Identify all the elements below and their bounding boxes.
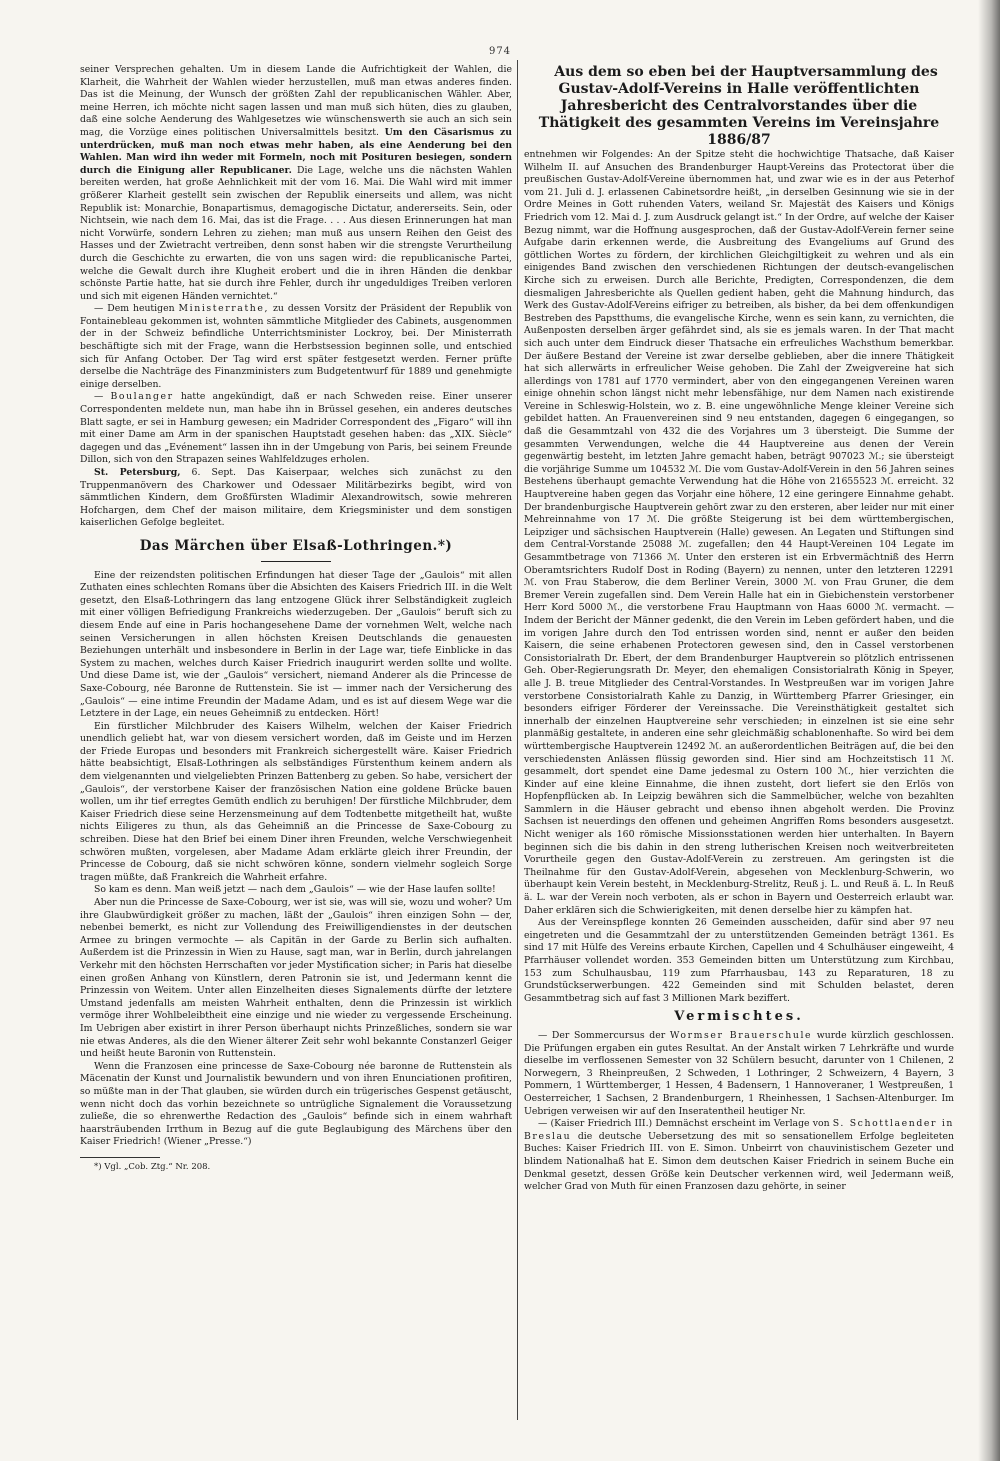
news-item-boulanger <box>80 391 512 467</box>
news-spaced-keyword: Boulanger <box>110 391 174 403</box>
report-paragraph: entnehmen wir Folgendes: An der Spitze steht die hochwichtige Thatsache, daß Kaiser Wilhelm II. auf Ansuchen des Brandenburger Haupt-Vereins das Protectorat über die preußischen Gustav-Adolf-Vereine übernommen hat, und zwar wie es in der aus Peterhof vom 21. Juli d. J. erlassenen Cabinetsordre heißt, „in derselben Gesinnung wie sie in der Ordre Meines in Gott ruhenden Vaters, weiland Sr. Majestät des Kaisers und Königs Friedrich vom 12. Mai d. J. zum Ausdruck gelangt ist.“ In der Ordre, auf welche der Kaiser Bezug nimmt, war die Hoffnung ausgesprochen, daß der Gustav-Adolf-Verein ferner seine Aufgabe darin erkennen werde, die Ausbreitung des Evangeliums auf Grund des göttlichen Wortes zu fördern, der kirchlichen Gleichgiltigkeit zu wehren und als ein einigendes Band zwischen den verschiedenen Richtungen der deutsch-evangelischen Kirche sich zu erweisen. Durch alle Berichte, Predigten, Correspondenzen, die dem diesmaligen Jahresberichte als Quellen gedient haben, geht die Mahnung hindurch, das Werk des Gustav-Adolf-Vereins eifriger zu betreiben, als bisher, da bei dem offenkundigen Bestreben des Papstthums, die evangelische Kirche, wenn es sein kann, zu vernichten, die Außenposten derselben ärger gefährdet sind, als sie es jemals waren. In der That macht sich auch unter dem Eindruck dieser Thatsache ein erfreuliches Wachsthum bemerkbar. Der äußere Bestand der Vereine ist zwar derselbe geblieben, aber die innere Thätigkeit hat sich allerwärts in erfreulicher Weise gehoben. Die Zahl der Zweigvereine hat sich allerdings von 1781 auf 1770 vermindert, aber von den eingegangenen Vereinen waren einige ohnehin schon längst nicht mehr lebensfähige, nur dem Namen nach existirende Vereine in Schleswig-Holstein, wo z. B. eine ungewöhnliche Menge kleiner Vereine sich gebildet hatten. An Frauenvereinen sind 9 neu entstanden, dagegen 6 eingegangen, so daß die Gesammtzahl von 432 die des Vorjahres um 3 übersteigt. Die Summe der gesammten Verwendungen, welche die 44 Hauptvereine aus denen der Verein gegenwärtig besteht, im letzten Jahre gemacht haben, beträgt 907023 ℳ.; sie übersteigt die vorjährige Summe um 104532 ℳ. Die vom Gustav-Adolf-Verein in den 56 Jahren seines Bestehens überhaupt gemachte Verwendung hat die Höhe von 21655523 ℳ. erreicht. 32 Hauptvereine haben gegen das Vorjahr eine höhere, 12 eine geringere Einnahme gehabt. Der brandenburgische Hauptverein gehört zwar zu den ersteren, aber leider nur mit einer Mehreinnahme von 17 ℳ. Die größte Steigerung ist bei dem württembergischen, Leipziger und sächsischen Hauptverein (Halle) gewesen. An Legaten und Stiftungen sind dem Central-Vorstande 25088 ℳ. zugefallen; den 44 Haupt-Vereinen 104 Legate im Gesammtbetrage von 71366 ℳ. Unter den ersteren ist ein Erbvermächtniß des Herrn Oberamtsrichters Rudolf Dost in Roding (Bayern) zu nennen, unter den letzteren 12291 ℳ. von Frau Staberow, die dem Berliner Verein, 3000 ℳ. von Frau Gruner, die dem Bremer Verein zugefallen sind. Dem Verein Halle hat ein in Giebichenstein verstorbener Herr Kord 5000 ℳ., die verstorbene Frau Hauptmann von Haas 6000 ℳ. vermacht. — Indem der Bericht der Männer gedenkt, die den Verein im Leben gefördert haben, und die im vorigen Jahre durch den Tod entrissen worden sind, nennt er außer den beiden Kaisern, die seine erhabenen Protectoren gewesen sind, den in Cassel verstorbenen Consistorialrath Dr. Ebert, der dem Brandenburger Hauptverein so plötzlich entrissenen Geh. Ober-Regierungsrath Dr. Meyer, den ehemaligen Consistorialrath König in Speyer, alle J. B. treue Mitglieder des Central-Vorstandes. In Westpreußen war im vorigen Jahre verstorbene Consistorialrath Kahle zu Danzig, in Württemberg Pfarrer Griesinger, ein besonders eifriger Förderer der Vereinssache. Die Vereinsthätigkeit gestaltet sich innerhalb der einzelnen Hauptvereine sehr verschieden; in einzelnen ist sie eine sehr planmäßig gestaltete, in anderen eine sehr gleichmäßig schablonenhafte. So wird bei dem württembergische Hauptverein 12492 ℳ. an außerordentlichen Beiträgen auf, die bei den verschiedensten Anlässen flüssig geworden sind. Hier sind am Hochzeitstisch 11 ℳ. gesammelt, dort spendet eine Dame jedesmal zu Ostern 100 ℳ., hier verzichten die Kinder auf eine kleine Einnahme, die ihnen zusteht, dort liefert sie den Erlös von Hopfenpflücken ab. In Leipzig bewähren sich die Sammelbücher, welche von bezahlten Sammlern in die Häuser gebracht und ebenso ihnen abgeholt werden. Die Provinz Sachsen ist neuerdings den offenen und geheimen Angriffen Roms besonders ausgesetzt. Nicht weniger als 160 römische Missionsstationen werden hier unterhalten. In Bayern beginnen sich die bis dahin in den streng lutherischen Kreisen noch weitverbreiteten Vorurtheile gegen den Gustav-Adolf-Verein zu zerstreuen. Am geringsten ist die Theilnahme für den Gustav-Adolf-Verein, abgesehen von Mecklenburg-Schwerin, wo überhaupt kein Verein besteht, in Mecklenburg-Strelitz, Reuß j. L. und Reuß ä. L. In Reuß ä. L. war der Verein noch verboten, als er schon in Bayern und Oesterreich erlaubt war. Daher erklären sich die Schwierigkeiten, mit denen derselbe hier zu kämpfen hat. <box>524 149 954 916</box>
news-spaced-keyword: Ministerrathe, <box>178 303 270 315</box>
news-text: die deutsche Uebersetzung des mit so sensationellem Erfolge begleiteten Buches: Kaiser Friedrich III. von E. Simon. Unbeirrt von chauvinistischem Gezeter und blindem Nationalhaß hat E. Simon dem deutschen Kaiser Friedrich in seinem Buche ein Denkmal gesetzt, dessen Größe kein Deutscher verkennen wird, weil Jedermann weiß, welcher Grad von Muth für einen Franzosen dazu gehörte, in seiner <box>524 1130 954 1193</box>
article-text: Die Lage, welche uns die nächsten Wahlen bereiten werden, hat große Aehnlichkeit mit der vom 16. Mai. Die Wahl wird mit immer größerer Klarheit gestellt sein zwischen der Republik einerseits und allem, was nicht Republik ist: Monarchie, Bonapartismus, demagogische Dictatur, andererseits. Sein, oder Nichtsein, wie nach dem 16. Mai, das ist die Frage. . . . Aus diesen Erinnerungen hat man nicht Vorwürfe, sondern Lehren zu ziehen; man muß aus unsern Reihen den Geist des Hasses und der Zwietracht vertreiben, denn sonst haben wir die strengste Verurtheilung durch die Geschichte zu erwarten, die von uns sagen wird: die republicanische Partei, welche die Gewalt durch ihre Klugheit erobert und die in ihren Händen die denkbar schönste Partie hatte, hat sie durch ihre Fehler, durch ihr ungeduldiges Treiben verloren und sich mit eigenen Händen vernichtet.“ <box>80 164 512 302</box>
news-item-brauerschule <box>524 1030 954 1118</box>
article-paragraph <box>80 64 512 303</box>
news-dateline: St. Petersburg, <box>94 467 181 478</box>
vermischtes-heading: Vermischtes. <box>674 1009 804 1025</box>
article-paragraph: Ein fürstlicher Milchbruder des Kaisers Wilhelm, welchen der Kaiser Friedrich unendlich geliebt hat, war von diesem versichert worden, daß im Geiste und im Herzen der Friede Europas und besonders mit Frankreich sichergestellt wäre. Kaiser Friedrich hätte beabsichtigt, Elsaß-Lothringen als selbständiges Fürstenthum keinem andern als dem vielgenannten und vielgeliebten Prinzen Battenberg zu geben. So habe, versichert der „Gaulois“, der verstorbene Kaiser der französischen Nation eine goldene Brücke bauen wollen, um ihr tief erregtes Gemüth endlich zu beruhigen! Der fürstliche Milchbruder, dem Kaiser Friedrich diese seine Herzensmeinung auf dem Todtenbette mitgetheilt hat, wußte nichts Eiligeres zu thun, als das Geheimniß an die Princesse de Saxe-Cobourg zu schreiben. Diese hat den Brief bei einem Diner ihren Freunden, welche Verschwiegenheit schwören mußten, vorgelesen, aber Madame Adam erklärte gleich ihrer Freundin, der Princesse de Cobourg, daß sie nicht schwören könne, sondern vielmehr sogleich Sorge tragen müßte, daß Frankreich die Wahrheit erfahre. <box>80 720 512 883</box>
heading-rule <box>261 561 331 562</box>
news-item-kaiser-friedrich <box>524 1118 954 1194</box>
news-item-ministerrath <box>80 303 512 391</box>
news-text: hatte angekündigt, daß er nach Schweden reise. Einer unserer Correspondenten meldete nun, man habe ihn in Brüssel gesehen, ein anderes deutsches Blatt sagte, er sei in Hamburg gewesen; ein Madrider Correspondent des „Figaro“ will ihn mit einer Dame am Arm in der spanischen Hauptstadt gesehen haben: das „XIX. Siècle“ dagegen und das „Evénement“ lassen ihn in der Umgebung von Paris, bei seinem Freunde Dillon, sich von den Strapazen seines Wahlfeldzuges erholen. <box>80 391 512 466</box>
report-heading: Aus dem so eben bei der Hauptversammlung des Gustav-Adolf-Vereins in Halle veröffentlichten Jahresbericht des Centralvorstandes über die Thätigkeit des gesammten Vereins im Vereinsjahre 1886/87 <box>538 64 940 148</box>
column-divider <box>517 60 518 1420</box>
section-heading <box>80 537 512 562</box>
report-paragraph: Aus der Vereinspflege konnten 26 Gemeinden ausscheiden, dafür sind aber 97 neu eingetreten und die Gesammtzahl der zu unterstützenden Gemeinden beträgt 1361. Es sind 17 mit Hülfe des Vereins erbaute Kirchen, Capellen und 4 Schulhäuser eingeweiht, 4 Pfarrhäuser vollendet worden. 353 Gemeinden bitten um Unterstützung zum Kirchbau, 153 zum Schulhausbau, 119 zum Pfarrhausbau, 143 zu Reparaturen, 18 zu Grundstückserwerbungen. 422 Gemeinden sind mit Schulden belastet, deren Gesammtbetrag sich auf fast 3 Millionen Mark beziffert. <box>524 917 954 1004</box>
article-paragraph: Wenn die Franzosen eine princesse de Saxe-Cobourg née baronne de Ruttenstein als Mäcenatin der Kunst und Journalistik bewundern und von ihren Enunciationen profitiren, so müßte man in der That glauben, sie würden durch ein trügerisches Gespenst getäuscht, wenn nicht doch das vorhin bezeichnete so untrügliche Signalement die Voraussetzung zuließe, die so ehrenwerthe Redaction des „Gaulois“ befinde sich in einem wahrhaft haarsträubenden Irrthum in Bezug auf die gute Beglaubigung des Märchens über den Kaiser Friedrich! (Wiener „Presse.“) <box>80 1060 512 1148</box>
news-text: 6. Sept. Das Kaiserpaar, welches sich zunächst zu den Truppenmanövern des Charkower und Odessaer Militärbezirks begibt, wird von sämmtlichen Kindern, dem Großfürsten Wladimir Alexandrowitsch, sowie mehreren Hofchargen, dem Chef der maison militaire, dem Kriegsminister und dem sonstigen kaiserlichen Gefolge begleitet. <box>80 467 513 529</box>
article-paragraph: Aber nun die Princesse de Saxe-Cobourg, wer ist sie, was will sie, wozu und woher? Um ihre Glaubwürdigkeit größer zu machen, läßt der „Gaulois“ ihren einzigen Sohn — der, nebenbei bemerkt, es nicht zur Vollendung des Freiwilligendienstes in der deutschen Armee zu bringen vermochte — als Capitän in der Garde zu Berlin sich aufhalten. Außerdem ist die Prinzessin in Wien zu Hause, sagt man, war in Berlin, durch jahrelangen Verkehr mit den höchsten Herrschaften vor jeder Mystification sicher; in Paris hat dieselbe einen großen Anhang von Künstlern, deren Patronin sie ist, und Jedermann kennt die Prinzessin von Weitem. Unter allen Einzelheiten dieses Signalements dürfte der letztere Umstand jedenfalls am meisten Wahrheit enthalten, denn die Prinzessin ist wirklich vermöge ihrer Wohlbeleibtheit eine einzige und nie wieder zu vergessende Erscheinung. Im Uebrigen aber existirt in ihrer Person überhaupt nichts Prinzeßliches, sondern sie war nie etwas Anderes, als die den Wiener älterer Zeit sehr wohl bekannte Constanzerl Geiger und heißt heute Baronin von Ruttenstein. <box>80 897 512 1060</box>
news-lead: — <box>94 391 104 403</box>
article-paragraph: Eine der reizendsten politischen Erfindungen hat dieser Tage der „Gaulois“ mit allen Zuthaten eines schlechten Romans über die Absichten des Kaisers Friedrich III. in die Welt gesetzt, den Elsaß-Lothringern das lang entzogene Glück ihrer Selbständigkeit zugleich mit einer völligen Befriedigung Frankreichs wiederzugeben. Der „Gaulois“ beruft sich zu diesem Ende auf eine in Paris hochangesehene Dame der vornehmen Welt, welche nach seinen Versicherungen in allen höchsten Kreisen Deutschlands die genauesten Beziehungen unterhält und insbesondere in Berlin in der Lage war, tiefe Einblicke in das System zu machen, welches durch Kaiser Friedrich inaugurirt werden sollte und wollte. Und diese Dame ist, wie der „Gaulois“ versichert, niemand Anderer als die Princesse de Saxe-Cobourg, née Baronne de Ruttenstein. Sie ist — immer nach der Versicherung des „Gaulois“ — eine intime Freundin der Madame Adam, und es ist auf diesem Wege war die Letztere in der Lage, ein neues Geheimniß zu entdecken. Hört! <box>80 569 512 720</box>
news-text: zu dessen Vorsitz der Präsident der Republik von Fontainebleau gekommen ist, wohnten sämmtliche Mitglieder des Cabinets, ausgenommen der in der Schweiz befindliche Unterrichtsminister Lockroy, bei. Der Ministerrath beschäftigte sich mit der Frage, wann die Herbstsession beginnen solle, und entschied sich für Anfang October. Der Tag wird erst später festgesetzt werden. Ferner prüfte derselbe die Nachträge des Finanzministers zum Budgetentwurf für 1889 und genehmigte einige derselben. <box>80 303 512 390</box>
news-item-petersburg <box>80 467 512 530</box>
news-lead: — Der Sommercursus der <box>538 1029 666 1041</box>
left-column <box>80 64 512 1173</box>
section-heading-text: Das Märchen über Elsaß-Lothringen.*) <box>139 537 453 554</box>
news-text: wurde kürzlich geschlossen. Die Prüfungen ergaben ein gutes Resultat. An der Anstalt wirken 7 Lehrkräfte und wurde dieselbe im verflossenen Semester von 32 Schülern besucht, darunter von 1 Chilenen, 2 Norwegern, 3 Rheinpreußen, 2 Schweden, 1 Lothringer, 2 Schweizern, 4 Bayern, 3 Pommern, 1 Württemberger, 1 Hessen, 4 Badensern, 1 Hannoveraner, 1 Westpreußen, 1 Oesterreicher, 1 Sachsen, 2 Brandenburgern, 1 Rheinhessen, 1 Sachsen-Altenburger. Im Uebrigen verweisen wir auf den Inseratentheil heutiger Nr. <box>524 1029 954 1117</box>
news-lead: — (Kaiser Friedrich III.) Demnächst erscheint im Verlage von <box>538 1118 830 1130</box>
news-lead: — Dem heutigen <box>94 303 175 315</box>
footnote-rule <box>80 1157 160 1158</box>
article-paragraph: So kam es denn. Man weiß jetzt — nach dem „Gaulois“ — wie der Hase laufen sollte! <box>94 884 496 896</box>
page-edge-shadow <box>978 0 1000 1461</box>
news-spaced-keyword: Wormser Brauerschule <box>669 1029 813 1041</box>
right-column <box>524 64 954 1194</box>
footnote: *) Vgl. „Cob. Ztg.“ Nr. 208. <box>94 1161 211 1172</box>
news-spaced-keyword: S. Schottlaender in Breslau <box>524 1118 954 1142</box>
page-number: 974 <box>488 46 512 57</box>
article-text: seiner Versprechen gehalten. Um in diesem Lande die Aufrichtigkeit der Wahlen, die Klarheit, die Wahrheit der Wahlen wieder herzustellen, muß man etwas anderes finden. Das ist die Meinung, der Wunsch der größten Zahl der republicanischen Wähler. Aber, meine Herren, ich möchte nicht sagen lassen und man muß sich hüten, dies zu glauben, daß eine solche Aenderung des Wahlgesetzes wie wünschenswerth sie auch an sich sein mag, die Vorzüge eines politischen Universalmittels besitzt. <box>80 64 512 138</box>
article-bold-text: Um den Cäsarismus zu unterdrücken, muß man noch etwas mehr haben, als eine Aenderung bei den Wahlen. Man wird ihn weder mit Formeln, noch mit Posituren besiegen, sondern durch die Einigung aller Republicaner. <box>80 126 512 176</box>
